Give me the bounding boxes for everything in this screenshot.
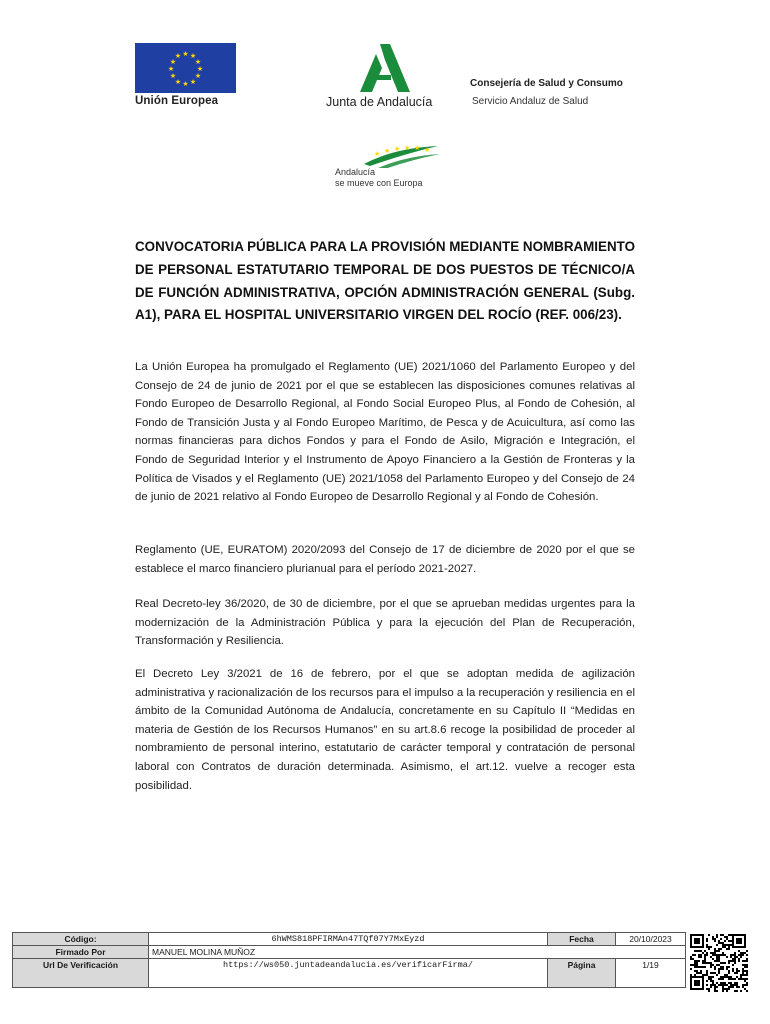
signature-row-firmado [13, 946, 686, 959]
qr-code[interactable] [688, 932, 750, 994]
document-title: CONVOCATORIA PÚBLICA PARA LA PROVISIÓN MEDIANTE NOMBRAMIENTO DE PERSONAL ESTATUTARIO TEMPORAL DE DOS PUESTOS DE TÉCNICO/A DE FUNCIÓN ADMINISTRATIVA, OPCIÓN ADMINISTRACIÓN GENERAL (Subg. A1), PARA EL HOSPITAL UNIVERSITARIO VIRGEN DEL ROCÍO (REF. 006/23). [135, 239, 635, 323]
svg-text:★: ★ [174, 52, 182, 60]
svg-text:★: ★ [424, 146, 431, 154]
svg-text:★: ★ [194, 72, 202, 80]
signature-row-url [13, 959, 686, 988]
qr-code-icon [688, 932, 750, 994]
url-value[interactable]: https://ws050.juntadeandalucia.es/verificarFirma/ [149, 959, 548, 988]
svg-text:★: ★ [169, 72, 177, 80]
svg-text:★: ★ [404, 144, 411, 152]
pagina-value: 1/19 [616, 959, 686, 988]
signature-table [12, 932, 686, 988]
svg-text:★: ★ [167, 65, 175, 73]
svg-text:★: ★ [414, 144, 421, 152]
paragraph-real-decreto: Real Decreto-ley 36/2020, de 30 de diciembre, por el que se aprueban medidas urgentes para la modernización de la Administración Pública y para la ejecución del Plan de Recuperación, Transformación y Resiliencia. [135, 598, 635, 648]
svg-text:★: ★ [394, 145, 401, 153]
svg-text:★: ★ [384, 147, 391, 155]
svg-text:★: ★ [196, 65, 204, 73]
svg-text:★: ★ [189, 78, 197, 86]
svg-text:★: ★ [374, 150, 381, 158]
codigo-value: 6hWMS818PFIRMAn47TQf07Y7MxEyzd [149, 933, 548, 946]
firmado-label: Firmado Por [13, 946, 149, 959]
slogan-line2: se mueve con Europa [335, 178, 423, 188]
fecha-label: Fecha [548, 933, 616, 946]
slogan-line1: Andalucía [335, 167, 376, 177]
codigo-label: Código: [13, 933, 149, 946]
signature-row-codigo [13, 933, 686, 946]
url-label: Url De Verificación [13, 959, 149, 988]
svg-text:★: ★ [189, 52, 197, 60]
firmado-value: MANUEL MOLINA MUÑOZ [149, 946, 686, 959]
eu-flag-logo [135, 43, 236, 93]
svg-text:★: ★ [194, 58, 202, 66]
svg-text:★: ★ [174, 78, 182, 86]
fecha-value: 20/10/2023 [616, 933, 686, 946]
paragraph-euratom: Reglamento (UE, EURATOM) 2020/2093 del Consejo de 17 de diciembre de 2020 por el que se establece el marco financiero plurianual para el período 2021-2027. [135, 544, 635, 575]
eu-stars-icon [135, 43, 236, 93]
paragraph-decreto-ley: El Decreto Ley 3/2021 de 16 de febrero, por el que se adoptan medida de agilización administrativa y racionalización de los recursos para el impulso a la recuperación y resiliencia en el ámbito de la Comunidad Autónoma de Andalucía, concretamente en su Capítulo II “Medidas en materia de Gestión de los Recursos Humanos” en su art.8.6 recoge la posibilidad de proceder al nombramiento de personal interino, estatutario de carácter temporal y contratación de personal laboral con Contratos de duración determinada. Asimismo, el art.12. vuelve a recoger esta posibilidad. [135, 668, 635, 792]
junta-label: Junta de Andalucía [326, 95, 433, 109]
svg-text:★: ★ [182, 50, 189, 58]
servicio-label: Servicio Andaluz de Salud [472, 96, 589, 107]
svg-text:★: ★ [182, 80, 189, 88]
eu-label: Unión Europea [135, 95, 219, 107]
junta-andalucia-logo [358, 42, 412, 94]
junta-a-icon [358, 42, 412, 94]
consejeria-label: Consejería de Salud y Consumo [470, 78, 623, 89]
svg-text:★: ★ [169, 58, 177, 66]
pagina-label: Página [548, 959, 616, 988]
paragraph-eu-regulation: La Unión Europea ha promulgado el Reglamento (UE) 2021/1060 del Parlamento Europeo y del Consejo de 24 de junio de 2021 por el que se establecen las disposiciones comunes relativas al Fondo Europeo de Desarrollo Regional, al Fondo Social Europeo Plus, al Fondo de Cohesión, al Fondo de Transición Justa y al Fondo Europeo Marítimo, de Pesca y de Acuicultura, así como las normas financieras para dichos Fondos y para el Fondo de Asilo, Migración e Integración, el Fondo de Seguridad Interior y el Instrumento de Apoyo Financiero a la Gestión de Fronteras y la Política de Visados y el Reglamento (UE) 2021/1058 del Parlamento Europeo y del Consejo de 24 de junio de 2021 relativo al Fondo Europeo de Desarrollo Regional y al Fondo de Cohesión. [135, 361, 635, 504]
swoosh-stars-icon [334, 144, 442, 168]
